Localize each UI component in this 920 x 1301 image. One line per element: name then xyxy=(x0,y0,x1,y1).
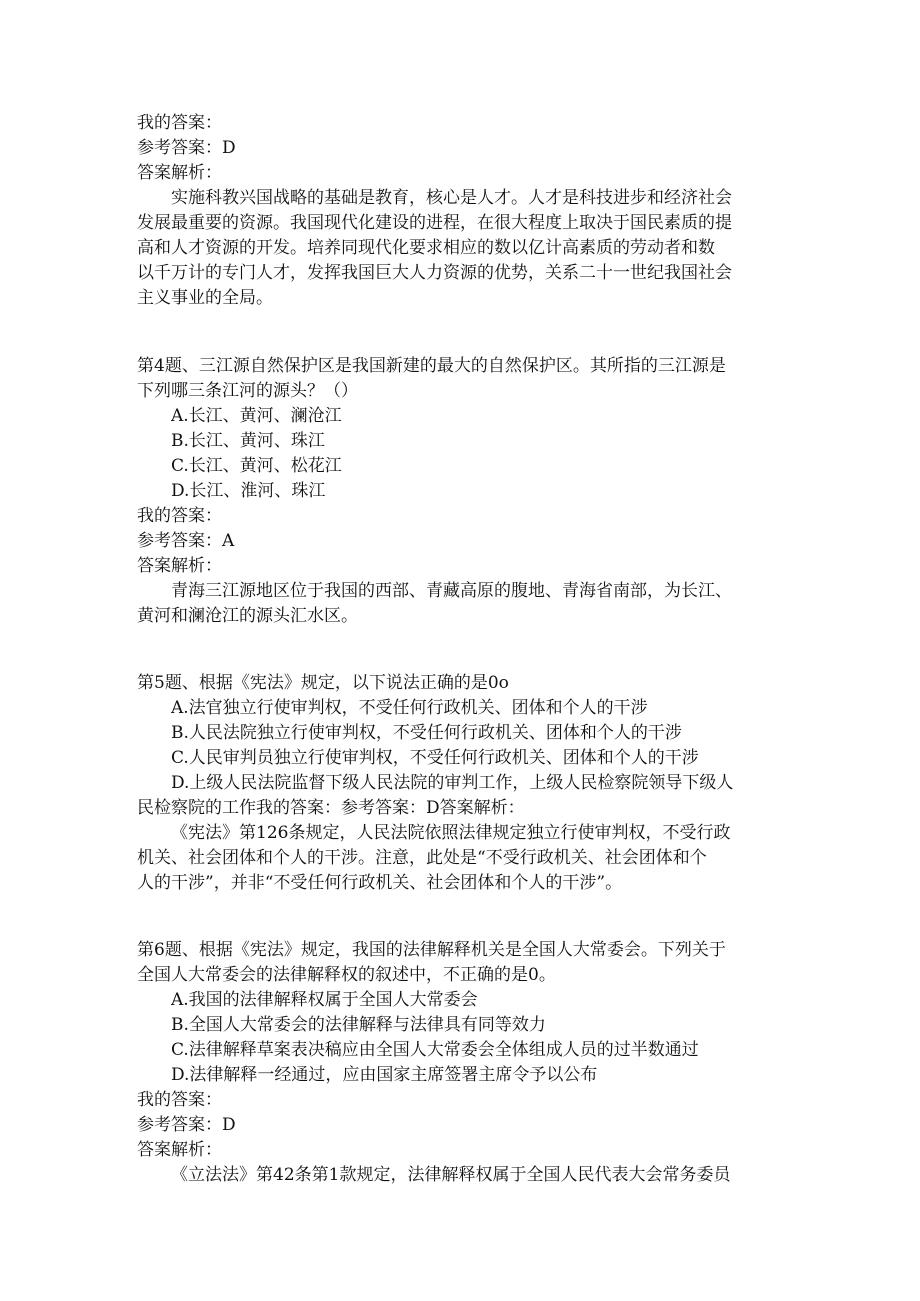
q6-stem-line: 第6题、根据《宪法》规定，我国的法律解释机关是全国人大常委会。下列关于 xyxy=(137,940,726,960)
q5-option-a: A.法官独立行使审判权，不受任何行政机关、团体和个人的干涉 xyxy=(171,698,648,718)
q4-option-c: C.长江、黄河、松花江 xyxy=(171,456,342,476)
q4-option-a: A.长江、黄河、澜沧江 xyxy=(171,406,342,426)
q6-option-b: B.全国人大常委会的法律解释与法律具有同等效力 xyxy=(171,1015,546,1035)
intro-analysis-label: 答案解析： xyxy=(137,163,222,183)
q5-option-c: C.人民审判员独立行使审判权，不受任何行政机关、团体和个人的干涉 xyxy=(171,748,699,768)
intro-analysis-line: 发展最重要的资源。我国现代化建设的进程，在很大程度上取决于国民素质的提 xyxy=(137,213,732,233)
q4-my-answer: 我的答案： xyxy=(137,506,222,526)
q6-option-a: A.我国的法律解释权属于全国人大常委会 xyxy=(171,990,478,1010)
q4-analysis-line: 青海三江源地区位于我国的西部、青藏高原的腹地、青海省南部，为长江、 xyxy=(171,581,732,601)
q4-option-d: D.长江、淮河、珠江 xyxy=(171,481,326,501)
q6-option-c: C.法律解释草案表决稿应由全国人大常委会全体组成人员的过半数通过 xyxy=(171,1040,699,1060)
intro-reference-answer: 参考答案：D xyxy=(137,138,236,158)
intro-analysis-line: 高和人才资源的开发。培养同现代化要求相应的数以亿计高素质的劳动者和数 xyxy=(137,238,715,258)
q6-reference-answer: 参考答案：D xyxy=(137,1115,236,1135)
q4-option-b: B.长江、黄河、珠江 xyxy=(171,431,325,451)
q6-stem-line: 全国人大常委会的法律解释权的叙述中，不正确的是0。 xyxy=(137,965,556,985)
q4-stem-line: 下列哪三条江河的源头？（） xyxy=(137,381,358,401)
q6-my-answer: 我的答案： xyxy=(137,1090,222,1110)
q6-analysis-line: 《立法法》第42条第1款规定，法律解释权属于全国人民代表大会常务委员 xyxy=(171,1165,731,1185)
q4-stem-line: 第4题、三江源自然保护区是我国新建的最大的自然保护区。其所指的三江源是 xyxy=(137,356,726,376)
q6-analysis-label: 答案解析： xyxy=(137,1140,222,1160)
q5-analysis-line: 人的干涉”，并非“不受任何行政机关、社会团体和个人的干涉”。 xyxy=(137,873,623,893)
q5-option-d-continuation: 民检察院的工作我的答案：参考答案：D答案解析： xyxy=(137,798,525,818)
q5-analysis-line: 机关、社会团体和个人的干涉。注意，此处是“不受行政机关、社会团体和个 xyxy=(137,848,707,868)
q4-reference-answer: 参考答案：A xyxy=(137,531,235,551)
q5-stem-line: 第5题、根据《宪法》规定，以下说法正确的是0o xyxy=(137,673,509,693)
intro-analysis-line: 主义事业的全局。 xyxy=(137,288,273,308)
q5-option-b: B.人民法院独立行使审判权，不受任何行政机关、团体和个人的干涉 xyxy=(171,723,682,743)
q6-option-d: D.法律解释一经通过，应由国家主席签署主席令予以公布 xyxy=(171,1065,598,1085)
intro-analysis-line: 实施科教兴国战略的基础是教育，核心是人才。人才是科技进步和经济社会 xyxy=(171,188,732,208)
q5-option-d: D.上级人民法院监督下级人民法院的审判工作，上级人民检察院领导下级人 xyxy=(171,773,734,793)
intro-analysis-line: 以千万计的专门人才，发挥我国巨大人力资源的优势，关系二十一世纪我国社会 xyxy=(137,263,732,283)
q4-analysis-label: 答案解析： xyxy=(137,556,222,576)
q5-analysis-line: 《宪法》第126条规定，人民法院依照法律规定独立行使审判权，不受行政 xyxy=(171,823,731,843)
q4-analysis-line: 黄河和澜沧江的源头汇水区。 xyxy=(137,606,358,626)
intro-my-answer: 我的答案： xyxy=(137,113,222,133)
